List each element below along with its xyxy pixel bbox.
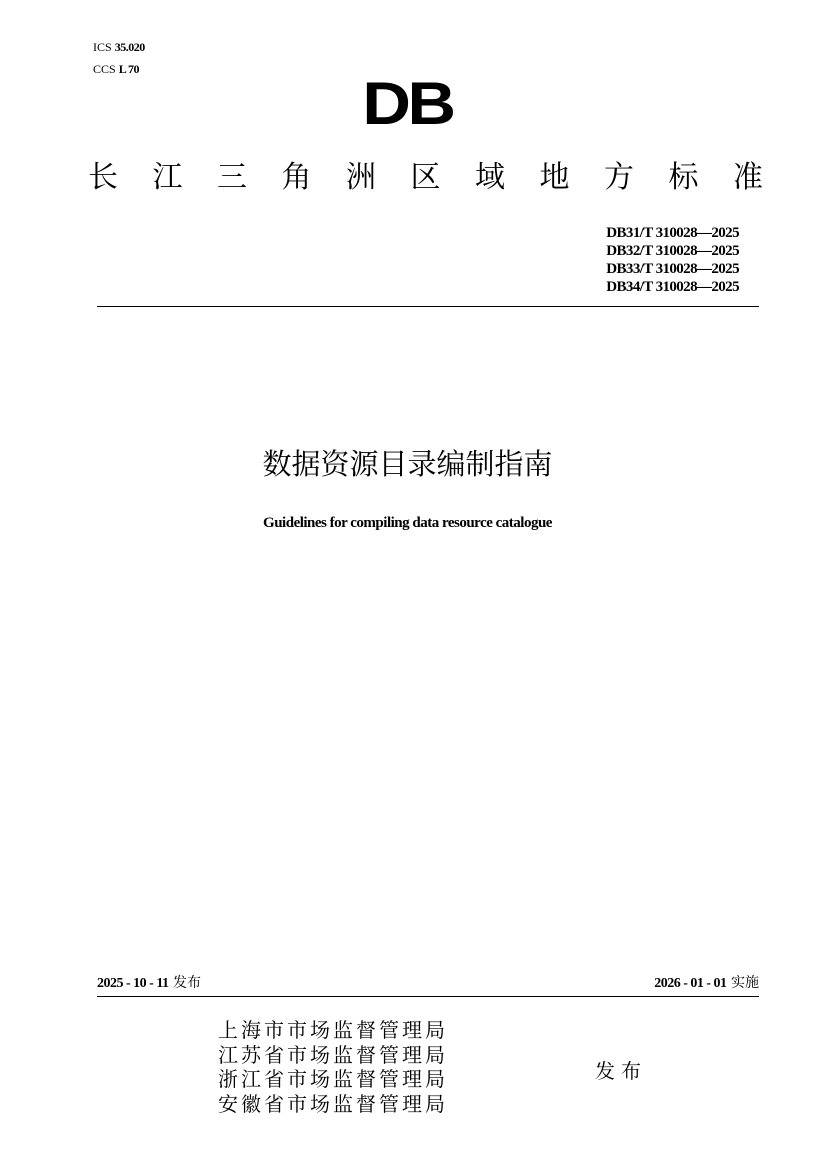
issuer: 安徽省市场监督管理局 bbox=[218, 1091, 448, 1116]
issuer: 江苏省市场监督管理局 bbox=[218, 1042, 448, 1067]
title-char: 标 bbox=[668, 160, 699, 195]
standard-number: DB33/T 310028—2025 bbox=[606, 261, 739, 277]
ccs-label: CCS bbox=[93, 62, 116, 76]
ics-value: 35.020 bbox=[114, 40, 145, 54]
standard-number: DB34/T 310028—2025 bbox=[606, 279, 739, 295]
implementation-date-value: 2026 - 01 - 01 bbox=[654, 976, 727, 991]
standard-category-title bbox=[88, 156, 763, 200]
title-char: 三 bbox=[217, 160, 247, 195]
document-title-cn: 数据资源目录编制指南 bbox=[262, 447, 553, 481]
standard-number: DB31/T 310028—2025 bbox=[606, 225, 739, 241]
implementation-date bbox=[654, 974, 759, 993]
standard-number: DB32/T 310028—2025 bbox=[606, 243, 739, 259]
title-char: 区 bbox=[410, 160, 441, 195]
title-char: 江 bbox=[152, 160, 183, 195]
issuing-authorities bbox=[218, 1018, 448, 1116]
bottom-divider bbox=[97, 996, 759, 997]
title-char: 地 bbox=[539, 160, 570, 195]
ccs-value: L 70 bbox=[118, 62, 140, 76]
top-divider bbox=[97, 306, 759, 307]
issue-date bbox=[97, 974, 201, 993]
title-char: 角 bbox=[281, 160, 312, 195]
issuer: 上海市市场监督管理局 bbox=[218, 1018, 448, 1042]
db-logo: DB bbox=[362, 70, 453, 137]
implementation-label: 实施 bbox=[731, 975, 759, 991]
ics-label: ICS bbox=[93, 40, 112, 54]
issue-label: 发布 bbox=[173, 975, 202, 991]
title-char: 域 bbox=[475, 160, 505, 195]
standard-numbers bbox=[606, 224, 739, 296]
issue-date-value: 2025 - 10 - 11 bbox=[97, 976, 169, 991]
title-char: 方 bbox=[604, 160, 634, 195]
title-char: 准 bbox=[733, 160, 763, 195]
ics-code bbox=[93, 40, 145, 54]
publish-label: 发布 bbox=[595, 1059, 647, 1083]
title-char: 洲 bbox=[346, 160, 376, 195]
document-title-en: Guidelines for compiling data resource catalogue bbox=[263, 515, 552, 531]
issuer: 浙江省市场监督管理局 bbox=[218, 1067, 448, 1091]
title-char: 长 bbox=[88, 160, 118, 195]
